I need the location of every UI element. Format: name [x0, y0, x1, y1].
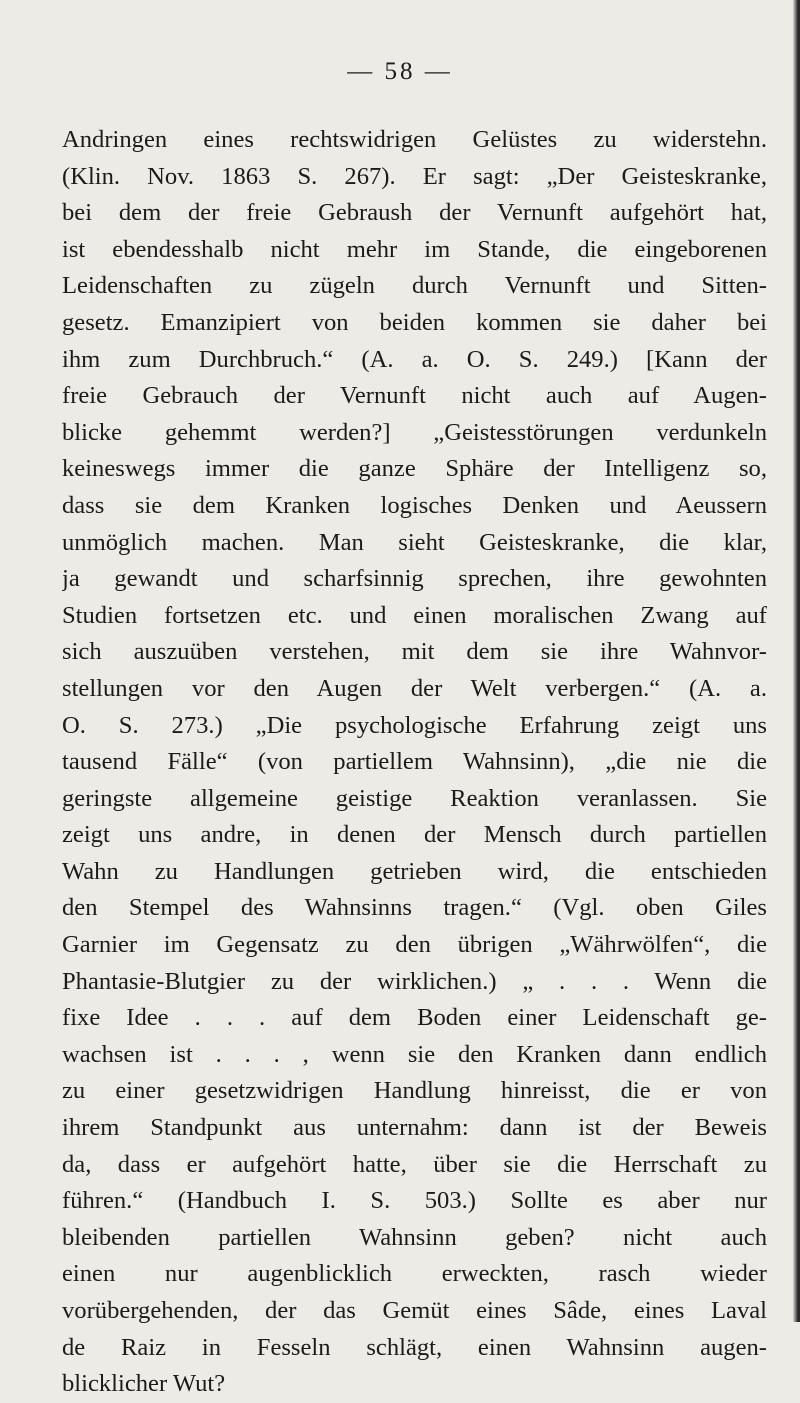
text-line: fixe Idee . . . auf dem Boden einer Leidenschaft ge- [62, 1004, 767, 1032]
text-line: stellungen vor den Augen der Welt verbergen.“ (A. a. [62, 674, 767, 702]
text-line: ist ebendesshalb nicht mehr im Stande, die eingeborenen [62, 235, 767, 263]
text-line: sich auszuüben verstehen, mit dem sie ihre Wahnvor- [62, 638, 767, 666]
text-line: keineswegs immer die ganze Sphäre der Intelligenz so, [62, 455, 767, 483]
text-line: blicklicher Wut? [62, 1370, 226, 1398]
text-line: Leidenschaften zu zügeln durch Vernunft und Sitten- [62, 272, 767, 300]
text-line: da, dass er aufgehört hatte, über sie die Herrschaft zu [62, 1150, 767, 1178]
text-line: de Raiz in Fesseln schlägt, einen Wahnsinn augen- [62, 1333, 767, 1361]
text-line: (Klin. Nov. 1863 S. 267). Er sagt: „Der Geisteskranke, [62, 162, 767, 190]
text-line: ja gewandt und scharfsinnig sprechen, ihre gewohnten [62, 565, 767, 593]
text-line: unmöglich machen. Man sieht Geisteskranke, die klar, [62, 528, 767, 556]
text-line: einen nur augenblicklich erweckten, rasch wieder [62, 1260, 767, 1288]
text-line: zu einer gesetzwidrigen Handlung hinreisst, die er von [62, 1077, 767, 1105]
text-line: zeigt uns andre, in denen der Mensch durch partiellen [62, 821, 767, 849]
text-line: Wahn zu Handlungen getrieben wird, die entschieden [62, 857, 767, 885]
page-number: — 58 — [347, 58, 453, 85]
text-line: bei dem der freie Gebraush der Vernunft aufgehört hat, [62, 199, 767, 227]
text-line: wachsen ist . . . , wenn sie den Kranken dann endlich [62, 1040, 767, 1068]
text-line: O. S. 273.) „Die psychologische Erfahrung zeigt uns [62, 711, 767, 739]
page-edge-shadow [793, 0, 800, 1322]
text-line: geringste allgemeine geistige Reaktion veranlassen. Sie [62, 784, 767, 812]
text-line: tausend Fälle“ (von partiellem Wahnsinn), „die nie die [62, 748, 767, 776]
body-text [62, 122, 767, 1403]
text-line: blicke gehemmt werden?] „Geistesstörungen verdunkeln [62, 418, 767, 446]
text-line: ihrem Standpunkt aus unternahm: dann ist der Beweis [62, 1114, 767, 1142]
text-line: dass sie dem Kranken logisches Denken und Aeussern [62, 491, 767, 519]
text-line: gesetz. Emanzipiert von beiden kommen sie daher bei [62, 308, 767, 336]
text-line: Studien fortsetzen etc. und einen moralischen Zwang auf [62, 601, 767, 629]
text-line: den Stempel des Wahnsinns tragen.“ (Vgl. oben Giles [62, 894, 767, 922]
text-line: vorübergehenden, der das Gemüt eines Sâde, eines Laval [62, 1297, 767, 1324]
text-line: Phantasie-Blutgier zu der wirklichen.) „ . . . Wenn die [62, 967, 767, 995]
text-line: ihm zum Durchbruch.“ (A. a. O. S. 249.) [Kann der [62, 345, 767, 373]
text-line: Andringen eines rechtswidrigen Gelüstes zu widerstehn. [62, 126, 767, 153]
text-line: Garnier im Gegensatz zu den übrigen „Währwölfen“, die [62, 931, 767, 959]
text-line: führen.“ (Handbuch I. S. 503.) Sollte es aber nur [62, 1187, 767, 1215]
text-line: freie Gebrauch der Vernunft nicht auch auf Augen- [62, 382, 767, 410]
text-line: bleibenden partiellen Wahnsinn geben? nicht auch [62, 1223, 767, 1251]
